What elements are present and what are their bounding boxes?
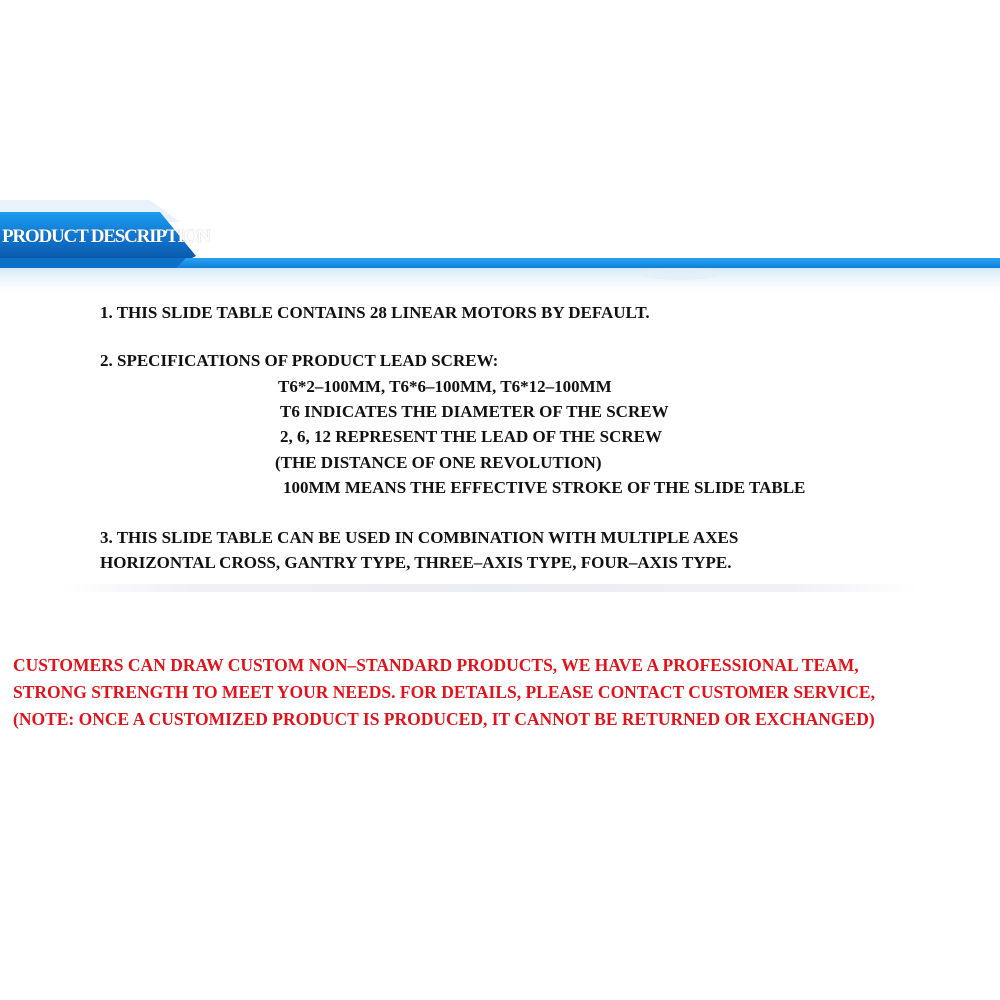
lead-screw-spec-line: T6 INDICATES THE DIAMETER OF THE SCREW [280,402,669,421]
lead-screw-spec-line: 100MM MEANS THE EFFECTIVE STROKE OF THE SLIDE TABLE [283,478,806,497]
description-item-3-line: 3. THIS SLIDE TABLE CAN BE USED IN COMBINATION WITH MULTIPLE AXES [100,528,739,547]
description-item-2-heading: 2. SPECIFICATIONS OF PRODUCT LEAD SCREW: [100,351,499,370]
notice-line: CUSTOMERS CAN DRAW CUSTOM NON–STANDARD PRODUCTS, WE HAVE A PROFESSIONAL TEAM, [13,655,859,675]
description-item-3-line: HORIZONTAL CROSS, GANTRY TYPE, THREE–AXIS TYPE, FOUR–AXIS TYPE. [100,553,732,572]
lead-screw-spec-line: T6*2–100MM, T6*6–100MM, T6*12–100MM [278,377,612,396]
description-item-1: 1. THIS SLIDE TABLE CONTAINS 28 LINEAR MOTORS BY DEFAULT. [100,303,650,322]
section-title: PRODUCT DESCRIPTION [2,226,210,247]
lead-screw-spec-line: (THE DISTANCE OF ONE REVOLUTION) [275,453,602,472]
notice-line: STRONG STRENGTH TO MEET YOUR NEEDS. FOR DETAILS, PLEASE CONTACT CUSTOMER SERVICE, [13,682,875,702]
lead-screw-spec-line: 2, 6, 12 REPRESENT THE LEAD OF THE SCREW [280,427,662,446]
notice-line: (NOTE: ONCE A CUSTOMIZED PRODUCT IS PRODUCED, IT CANNOT BE RETURNED OR EXCHANGED) [13,709,875,729]
faint-divider [60,584,920,592]
